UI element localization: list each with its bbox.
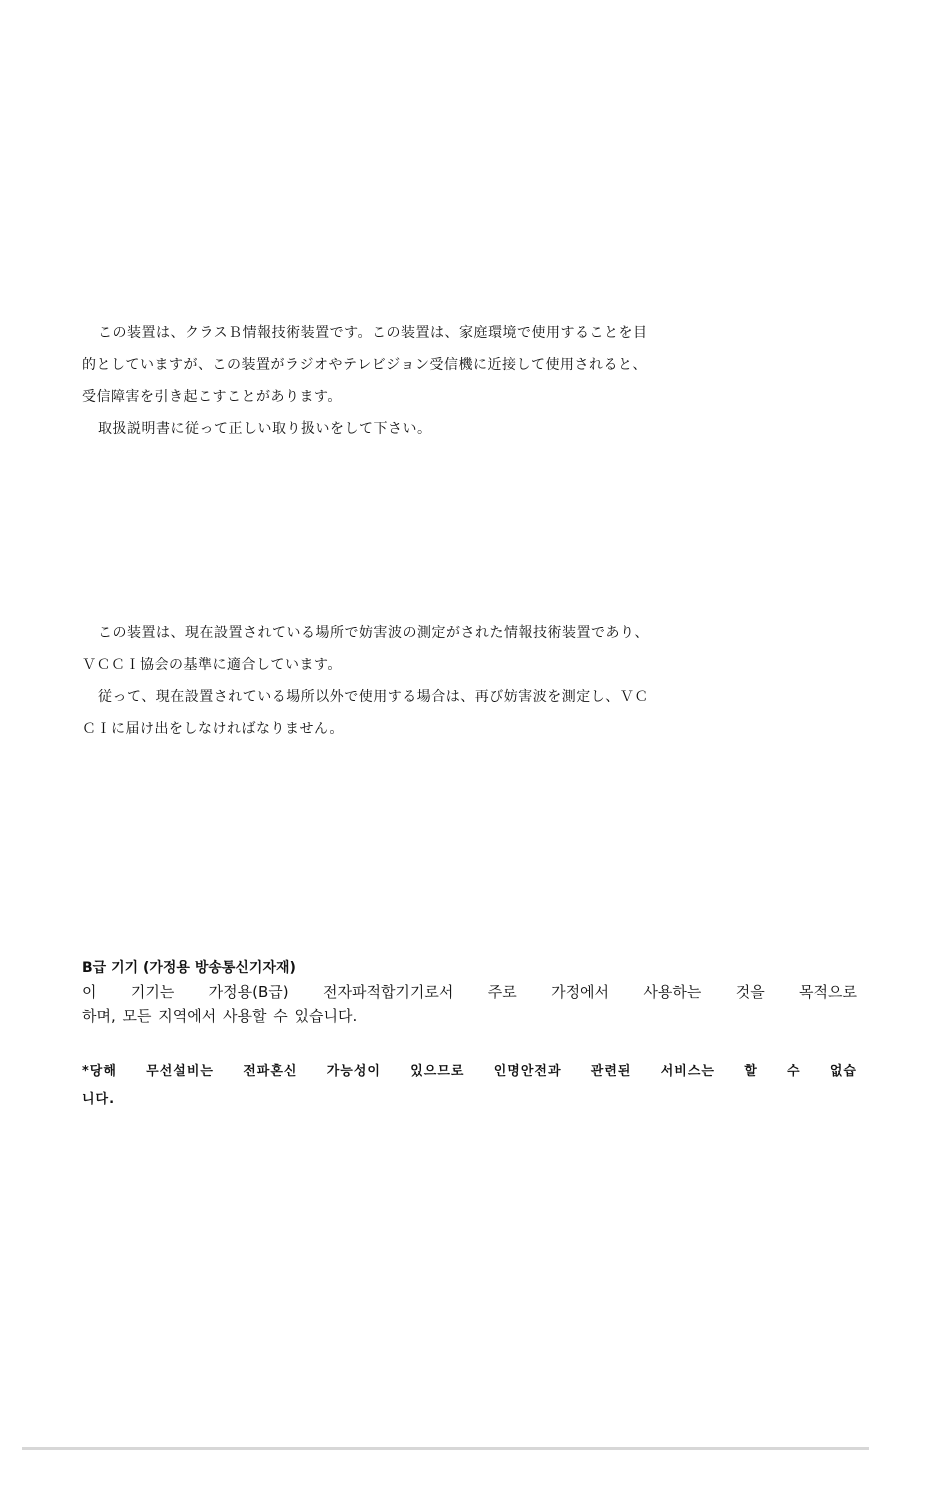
vcci-b-line-1: この装置は、クラスＢ情報技術装置です。この装置は、家庭環境で使用することを目 [98, 325, 648, 341]
vcci-a-line-2: ＶＣＣＩ協会の基準に適合しています。 [82, 657, 342, 673]
vcci-class-b-notice [82, 317, 647, 445]
footer-divider [22, 1447, 869, 1450]
korean-notice-body-line-1: 이 기기는 가정용(B급) 전자파적합기기로서 주로 가정에서 사용하는 것을 목적으로 [82, 983, 857, 1001]
korean-notice-body-line-2: 하며, 모든 지역에서 사용할 수 있습니다. [82, 1007, 358, 1025]
vcci-b-line-3: 受信障害を引き起こすことがあります。 [82, 389, 342, 405]
paragraph-gap [82, 1028, 857, 1058]
korean-emc-notice [82, 956, 857, 1114]
korean-notice-title: B급 기기 (가정용 방송통신기자재) [82, 960, 296, 976]
korean-notice-radio-note-line-2: 니다. [82, 1092, 116, 1107]
korean-notice-radio-note-line-1: *당해 무선설비는 전파혼신 가능성이 있으므로 인명안전과 관련된 서비스는 할 수 없습 [82, 1064, 857, 1079]
vcci-a-line-4: ＣＩに届け出をしなければなりません。 [82, 721, 344, 737]
vcci-class-a-notice [82, 617, 649, 745]
vcci-b-line-4: 取扱説明書に従って正しい取り扱いをして下さい。 [98, 421, 432, 437]
vcci-b-line-2: 的としていますが、この装置がラジオやテレビジョン受信機に近接して使用されると、 [82, 357, 647, 373]
vcci-a-line-3: 従って、現在設置されている場所以外で使用する場合は、再び妨害波を測定し、ＶＣ [98, 689, 649, 705]
vcci-a-line-1: この装置は、現在設置されている場所で妨害波の測定がされた情報技術装置であり、 [98, 625, 649, 641]
